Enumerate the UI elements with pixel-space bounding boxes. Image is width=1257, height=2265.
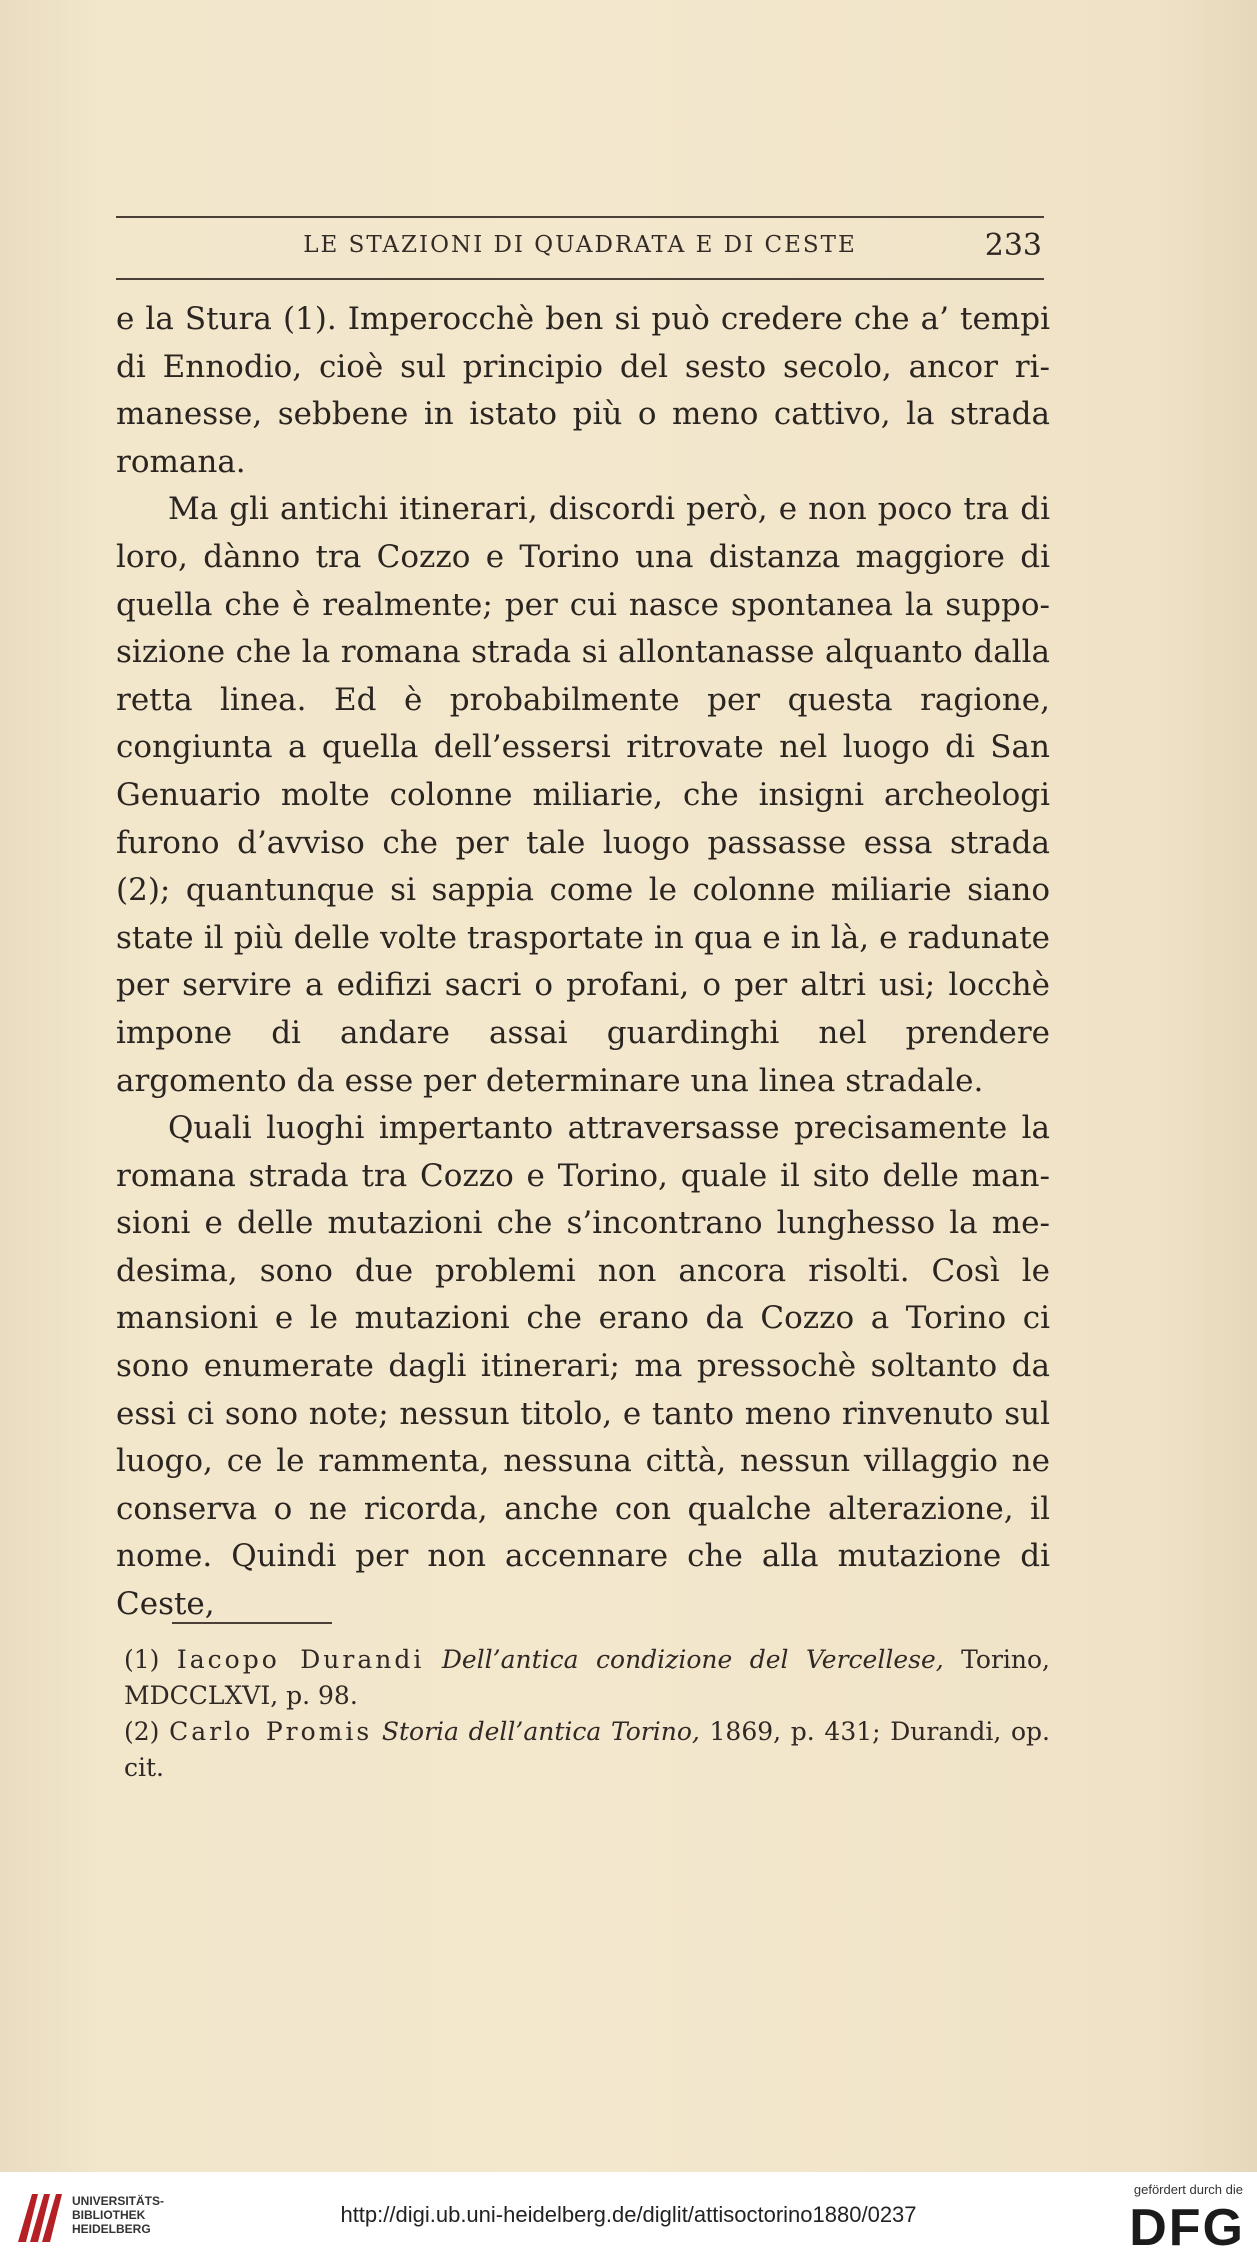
header-rule-top bbox=[116, 216, 1044, 218]
footer-bar bbox=[0, 2172, 1257, 2265]
running-head bbox=[116, 228, 1044, 272]
footnote-author: Carlo Promis bbox=[169, 1717, 373, 1746]
paragraph: Ma gli antichi itinerari, discordi però, e non poco tra di loro, dànno tra Cozzo e Torino una distanza maggiore di quella che è realmente; per cui nasce spontanea la supposizione che la romana strada si allontanasse alquanto dalla retta linea. Ed è probabilmente per questa ragione, congiunta a quella dell’essersi ritrovate nel luogo di San Genuario molte colonne miliarie, che insigni archeologi furono d’avviso che per tale luogo passasse essa strada (2); quantunque si sappia come le colonne miliarie siano state il più delle volte trasportate in qua e in là, e radunate per servire a edifizi sacri o profani, o per altri usi; locchè impone di andare assai guardinghi nel prendere argomento da esse per determinare una linea stradale. bbox=[116, 491, 1050, 1099]
permalink-url[interactable]: http://digi.ub.uni-heidelberg.de/diglit/attisoctorino1880/0237 bbox=[340, 2202, 917, 2227]
footnote-marker: (1) bbox=[124, 1645, 160, 1674]
footnote-marker: (2) bbox=[124, 1717, 160, 1746]
page-number: 233 bbox=[984, 228, 1042, 263]
header-rule-bottom bbox=[116, 278, 1044, 280]
footnote-rest: 1869, p. 431; Durandi, op. cit. bbox=[124, 1717, 1050, 1782]
footnote-title: Storia dell’antica Torino, bbox=[381, 1717, 700, 1746]
paragraph: e la Stura (1). Imperocchè ben si può credere che a’ tempi di Ennodio, cioè sul principio del sesto secolo, ancor rimanesse, sebbene in istato più o meno cattivo, la strada romana. bbox=[116, 301, 1050, 480]
body-text bbox=[116, 296, 1050, 1629]
footnote-rest: Torino, MDCCLXVI, p. 98. bbox=[124, 1645, 1050, 1710]
funding-note: gefördert durch die bbox=[1133, 2182, 1243, 2197]
paragraph: Quali luoghi impertanto attraversasse precisamente la romana strada tra Cozzo e Torino, quale il sito delle mansioni e delle mutazioni che s’incontrano lunghesso la medesima, sono due problemi non ancora risolti. Così le mansioni e le mutazioni che erano da Cozzo a Torino ci sono enumerate dagli itinerari; ma pressochè soltanto da essi ci sono note; nessun titolo, e tanto meno rinvenuto sul luogo, ce le rammenta, nessuna città, nessun villaggio ne conserva o ne ricorda, anche con qualche alterazione, il nome. Quindi per non accennare che alla mutazione di Ceste, bbox=[116, 1110, 1050, 1623]
footnote-author: Iacopo Durandi bbox=[176, 1645, 425, 1674]
dfg-logo: DFG bbox=[1129, 2199, 1245, 2257]
running-title: LE STAZIONI DI QUADRATA E DI CESTE bbox=[303, 232, 857, 258]
footnotes bbox=[124, 1642, 1050, 1786]
footnote bbox=[124, 1642, 1050, 1714]
footnote-rule bbox=[172, 1622, 332, 1624]
footnote-title: Dell’antica condizione del Vercellese, bbox=[441, 1645, 944, 1674]
footnote bbox=[124, 1714, 1050, 1786]
library-name: UNIVERSITÄTS- BIBLIOTHEK HEIDELBERG bbox=[72, 2194, 165, 2236]
